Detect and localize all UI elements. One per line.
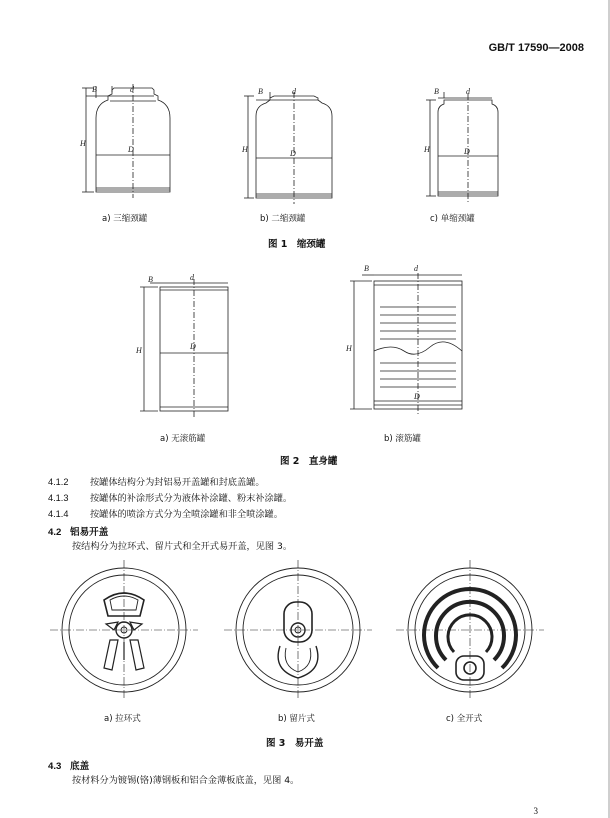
svg-text:H: H (242, 145, 248, 154)
figure-2-caption: 图 2 直身罐 (280, 456, 338, 467)
svg-text:B: B (92, 85, 97, 94)
svg-text:H: H (136, 346, 142, 355)
lid-full-open (396, 560, 544, 700)
can-three-neck (82, 84, 170, 198)
clause-4-1-2: 4.1.2 按罐体结构分为封铝易开盖罐和封底盖罐。 (48, 477, 265, 488)
figure-2-drawing (0, 255, 610, 435)
fig1-subcaption-b: b) 二缩颈罐 (260, 214, 306, 224)
page-number: 3 (533, 806, 538, 816)
svg-text:H: H (424, 145, 430, 154)
svg-text:D: D (414, 392, 420, 401)
section-4-3-heading: 4.3 底盖 (48, 761, 90, 772)
lid-stay-on-tab (224, 560, 372, 700)
figure-1-caption: 图 1 缩颈罐 (268, 239, 326, 250)
fig3-subcaption-c: c) 全开式 (446, 714, 483, 724)
fig3-subcaption-b: b) 留片式 (278, 714, 315, 724)
can-single-neck (426, 92, 498, 202)
svg-text:D: D (128, 145, 134, 154)
section-4-2-text: 按结构分为拉环式、留片式和全开式易开盖，见图 3。 (72, 541, 293, 552)
figure-3-caption: 图 3 易开盖 (266, 738, 324, 749)
figure-3-drawing (0, 560, 610, 710)
svg-text:H: H (80, 139, 86, 148)
svg-text:B: B (148, 275, 153, 284)
standard-number: GB/T 17590—2008 (488, 42, 584, 54)
svg-text:d: d (292, 87, 296, 96)
svg-text:d: d (190, 273, 194, 282)
can-straight-plain (140, 279, 228, 417)
svg-text:d: d (130, 85, 134, 94)
svg-text:D: D (190, 342, 196, 351)
section-4-3-text: 按材料分为镀锡(铬)薄钢板和铝合金薄板底盖，见图 4。 (72, 775, 300, 786)
can-straight-ribbed (350, 273, 462, 415)
clause-4-1-4: 4.1.4 按罐体的喷涂方式分为全喷涂罐和非全喷涂罐。 (48, 509, 283, 520)
svg-text:D: D (464, 147, 470, 156)
clause-4-1-3: 4.1.3 按罐体的补涂形式分为液体补涂罐、粉末补涂罐。 (48, 493, 293, 504)
section-4-2-heading: 4.2 铝易开盖 (48, 527, 109, 538)
svg-text:B: B (364, 264, 369, 273)
can-double-neck (244, 92, 332, 204)
svg-text:B: B (434, 87, 439, 96)
fig1-subcaption-c: c) 单缩颈罐 (430, 214, 475, 224)
svg-text:d: d (414, 264, 418, 273)
fig2-subcaption-b: b) 滚筋罐 (384, 434, 421, 444)
svg-text:H: H (346, 344, 352, 353)
svg-text:d: d (466, 87, 470, 96)
lid-ring-pull (50, 560, 198, 700)
fig3-subcaption-a: a) 拉环式 (104, 714, 141, 724)
fig1-subcaption-a: a) 三缩颈罐 (102, 214, 148, 224)
svg-text:B: B (258, 87, 263, 96)
fig2-subcaption-a: a) 无滚筋罐 (160, 434, 206, 444)
svg-text:D: D (290, 149, 296, 158)
